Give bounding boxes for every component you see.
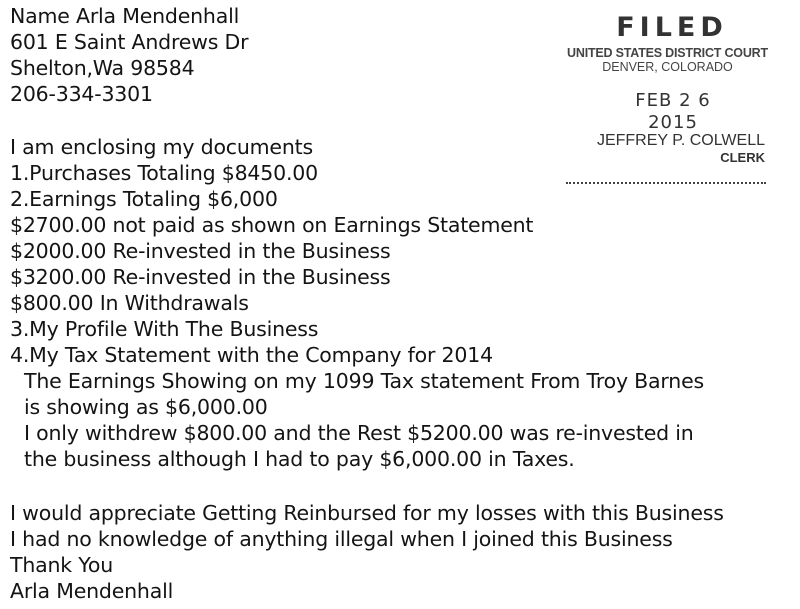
- court-filed-stamp: [560, 8, 775, 193]
- stamp-clerk-name: JEFFREY P. COLWELL: [596, 132, 765, 149]
- sender-name-line: Name Arla Mendenhall: [10, 4, 240, 28]
- sender-street-line: 601 E Saint Andrews Dr: [10, 30, 249, 54]
- stamp-court-name: UNITED STATES DISTRICT COURT: [567, 46, 768, 60]
- sender-phone-line: 206-334-3301: [10, 82, 153, 106]
- request-line: I would appreciate Getting Reinbursed for my losses with this Business: [10, 501, 724, 525]
- stamp-filed-date: FEB 2 6 2015: [635, 90, 711, 133]
- earnings-detail-line: $800.00 In Withdrawals: [10, 291, 249, 315]
- enclosure-item-4: 4.My Tax Statement with the Company for 2014: [10, 343, 493, 367]
- stamp-court-city: DENVER, COLORADO: [602, 60, 733, 74]
- signature-name: Arla Mendenhall: [10, 579, 174, 603]
- stamp-filed-label: FILED: [616, 12, 728, 43]
- enclosure-intro: I am enclosing my documents: [10, 135, 313, 159]
- closing-line: Thank You: [10, 553, 113, 577]
- tax-note-line: I only withdrew $800.00 and the Rest $5200.00 was re-invested in: [24, 421, 694, 445]
- tax-note-line: the business although I had to pay $6,000.00 in Taxes.: [24, 447, 575, 471]
- earnings-detail-line: $2700.00 not paid as shown on Earnings Statement: [10, 213, 534, 237]
- statement-line: I had no knowledge of anything illegal when I joined this Business: [10, 527, 673, 551]
- stamp-signature-rule: [566, 182, 766, 184]
- tax-note-line: is showing as $6,000.00: [24, 395, 268, 419]
- enclosure-item-1: 1.Purchases Totaling $8450.00: [10, 161, 318, 185]
- stamp-clerk-title: CLERK: [720, 150, 765, 165]
- enclosure-item-3: 3.My Profile With The Business: [10, 317, 319, 341]
- enclosure-item-2: 2.Earnings Totaling $6,000: [10, 187, 278, 211]
- sender-city-line: Shelton,Wa 98584: [10, 56, 195, 80]
- tax-note-line: The Earnings Showing on my 1099 Tax statement From Troy Barnes: [24, 369, 704, 393]
- earnings-detail-line: $3200.00 Re-invested in the Business: [10, 265, 391, 289]
- earnings-detail-line: $2000.00 Re-invested in the Business: [10, 239, 391, 263]
